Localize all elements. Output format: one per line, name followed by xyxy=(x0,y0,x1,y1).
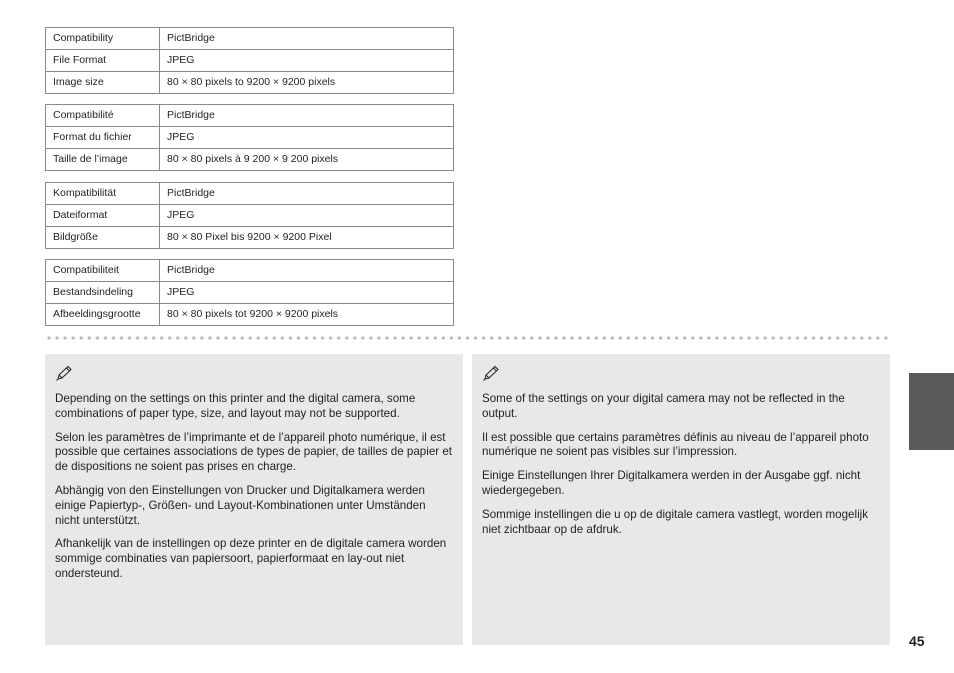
spec-label: Afbeeldingsgrootte xyxy=(46,304,160,326)
pencil-note-icon xyxy=(482,365,500,382)
spec-value: JPEG xyxy=(160,205,454,227)
spec-table-english xyxy=(45,27,454,94)
spec-value: 80 × 80 pixels tot 9200 × 9200 pixels xyxy=(160,304,454,326)
spec-label: Bildgröße xyxy=(46,227,160,249)
spec-label: File Format xyxy=(46,50,160,72)
dotted-divider xyxy=(45,336,891,340)
spec-label: Taille de l’image xyxy=(46,149,160,171)
spec-value: JPEG xyxy=(160,282,454,304)
note-box-paper-combinations xyxy=(45,354,463,645)
spec-value: JPEG xyxy=(160,127,454,149)
note-box-camera-settings xyxy=(472,354,890,645)
spec-table-dutch xyxy=(45,259,454,326)
spec-label: Compatibility xyxy=(46,28,160,50)
table-row xyxy=(46,28,454,50)
table-row xyxy=(46,127,454,149)
table-row xyxy=(46,149,454,171)
page-number: 45 xyxy=(909,633,925,649)
table-row xyxy=(46,205,454,227)
spec-table-german xyxy=(45,182,454,249)
table-row xyxy=(46,260,454,282)
spec-value: 80 × 80 pixels à 9 200 × 9 200 pixels xyxy=(160,149,454,171)
spec-label: Dateiformat xyxy=(46,205,160,227)
spec-value: 80 × 80 Pixel bis 9200 × 9200 Pixel xyxy=(160,227,454,249)
table-row xyxy=(46,50,454,72)
spec-table-french xyxy=(45,104,454,171)
spec-value: PictBridge xyxy=(160,28,454,50)
note-paragraph-fr: Selon les paramètres de l’imprimante et de l’appareil photo numérique, il est possible que certaines associations de types de papier, de tailles de papier et de dispositions ne soient pas prises en charge. xyxy=(55,430,453,474)
note-paragraph-de: Einige Einstellungen Ihrer Digitalkamera werden in der Ausgabe ggf. nicht wiedergegeben. xyxy=(482,469,861,497)
table-row xyxy=(46,72,454,94)
spec-value: PictBridge xyxy=(160,260,454,282)
pencil-note-icon xyxy=(55,365,73,382)
spec-value: PictBridge xyxy=(160,105,454,127)
spec-value: JPEG xyxy=(160,50,454,72)
spec-value: 80 × 80 pixels to 9200 × 9200 pixels xyxy=(160,72,454,94)
spec-label: Compatibilité xyxy=(46,105,160,127)
table-row xyxy=(46,227,454,249)
spec-label: Format du fichier xyxy=(46,127,160,149)
table-row xyxy=(46,183,454,205)
spec-label: Bestandsindeling xyxy=(46,282,160,304)
spec-label: Image size xyxy=(46,72,160,94)
note-paragraph-de: Abhängig von den Einstellungen von Drucker und Digitalkamera werden einige Papiertyp-, Größen- und Layout-Kombinationen unter Umständen nicht unterstützt. xyxy=(55,483,426,527)
note-paragraph-fr: Il est possible que certains paramètres définis au niveau de l’appareil photo numérique ne soient pas visibles sur l’impression. xyxy=(482,430,869,459)
note-paragraph-en: Some of the settings on your digital camera may not be reflected in the output. xyxy=(482,392,845,420)
note-paragraph-nl: Sommige instellingen die u op de digitale camera vastlegt, worden mogelijk niet zichtbaar op de afdruk. xyxy=(482,507,869,536)
section-tab-marker xyxy=(909,373,954,450)
note-paragraph-en: Depending on the settings on this printer and the digital camera, some combinations of paper type, size, and layout may not be supported. xyxy=(55,392,416,420)
spec-label: Compatibiliteit xyxy=(46,260,160,282)
spec-label: Kompatibilität xyxy=(46,183,160,205)
table-row xyxy=(46,304,454,326)
table-row xyxy=(46,282,454,304)
table-row xyxy=(46,105,454,127)
spec-value: PictBridge xyxy=(160,183,454,205)
note-paragraph-nl: Afhankelijk van de instellingen op deze printer en de digitale camera worden sommige combinaties van papiersoort, papierformaat en lay-out niet ondersteund. xyxy=(55,537,447,580)
